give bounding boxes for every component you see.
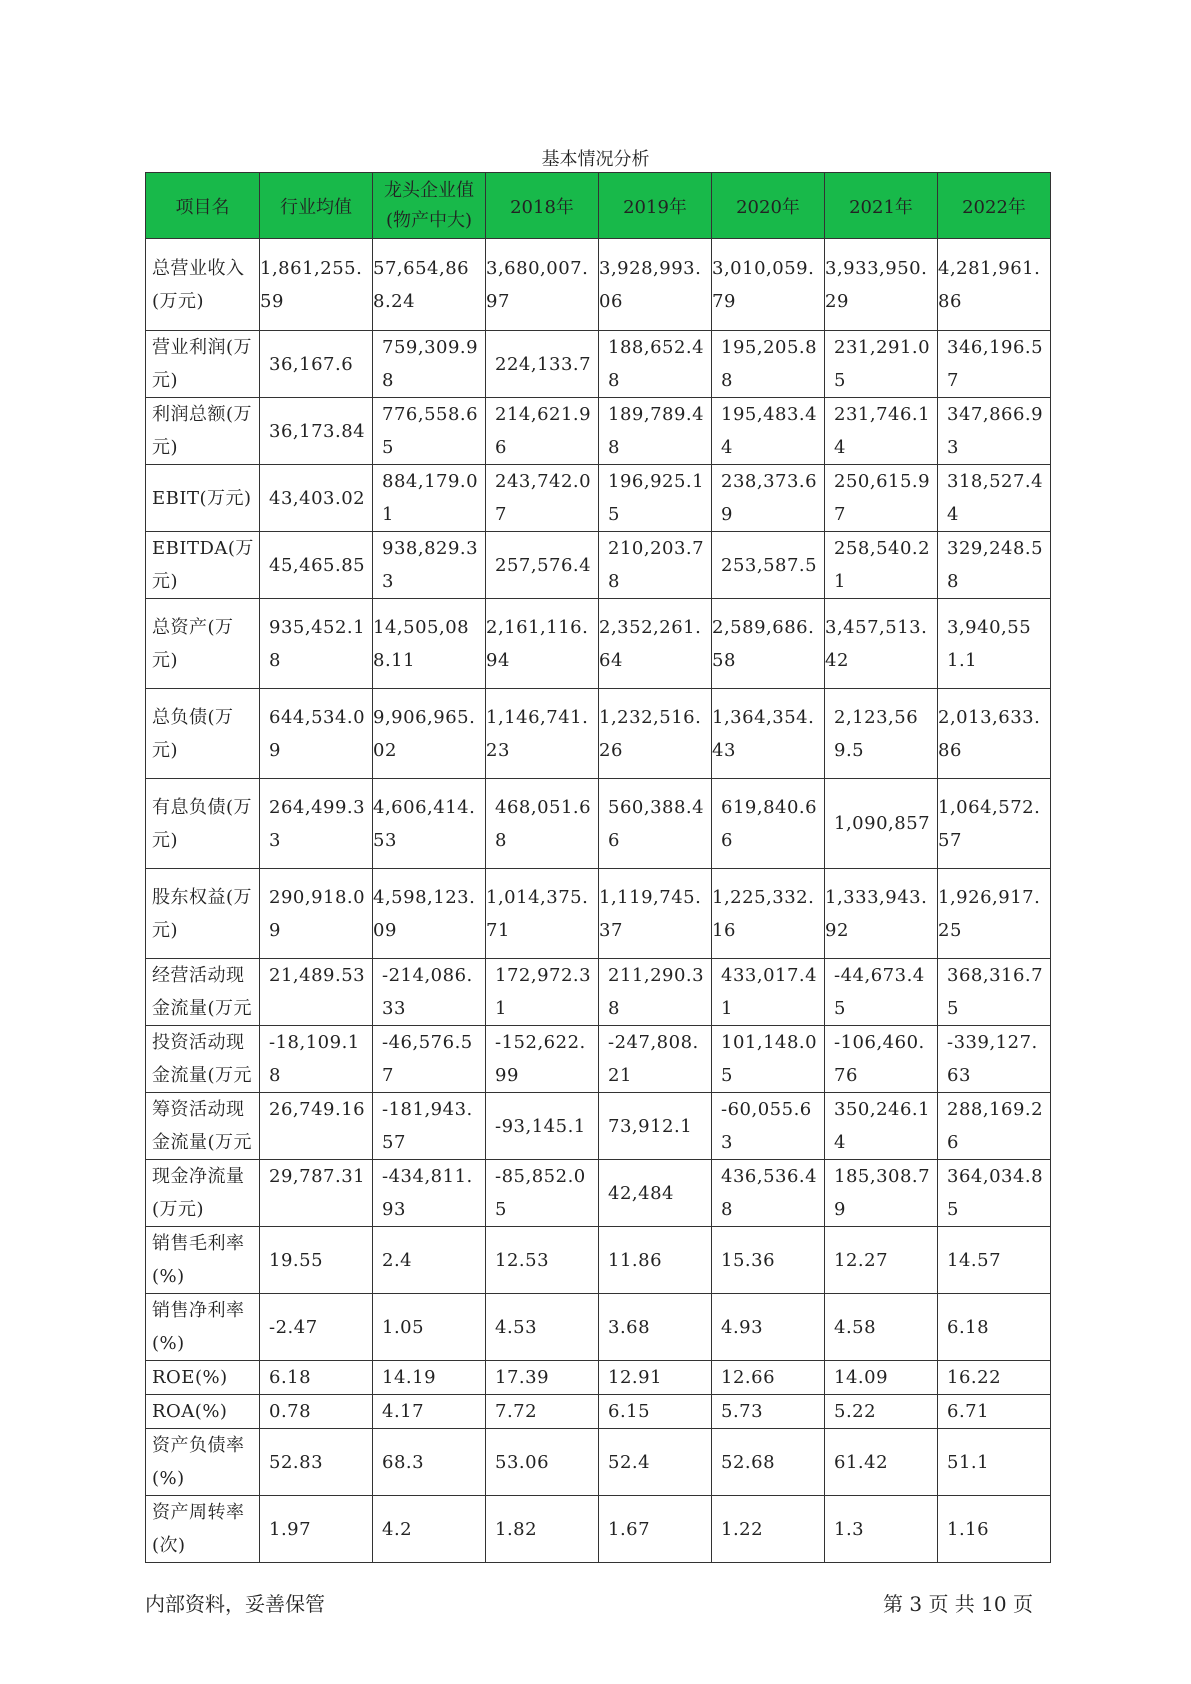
- table-cell: 1,225,332.16: [712, 869, 825, 959]
- header-leader-value: 龙头企业值(物产中大): [373, 173, 486, 239]
- row-label: 经营活动现金流量(万元: [146, 959, 260, 1026]
- table-row: [146, 1294, 1051, 1361]
- table-cell: 2,013,633.86: [938, 689, 1051, 779]
- table-cell: 11.86: [599, 1227, 712, 1294]
- table-cell: 935,452.18: [260, 599, 373, 689]
- table-title: 基本情况分析: [541, 149, 650, 170]
- table-cell: 1.3: [825, 1496, 938, 1563]
- table-cell: 4.53: [486, 1294, 599, 1361]
- table-cell: -339,127.63: [938, 1026, 1051, 1093]
- table-cell: 243,742.07: [486, 465, 599, 532]
- table-cell: 42,484: [599, 1160, 712, 1227]
- table-cell: 43,403.02: [260, 465, 373, 532]
- table-cell: -60,055.63: [712, 1093, 825, 1160]
- table-cell: 9,906,965.02: [373, 689, 486, 779]
- table-cell: 231,746.14: [825, 398, 938, 465]
- header-2018: 2018年: [486, 173, 599, 239]
- row-label: 现金净流量(万元): [146, 1160, 260, 1227]
- table-cell: 2.4: [373, 1227, 486, 1294]
- table-cell: 364,034.85: [938, 1160, 1051, 1227]
- row-label: ROA(%): [146, 1395, 260, 1429]
- table-cell: -2.47: [260, 1294, 373, 1361]
- table-cell: 3,933,950.29: [825, 239, 938, 331]
- table-cell: -434,811.93: [373, 1160, 486, 1227]
- header-industry-avg: 行业均值: [260, 173, 373, 239]
- table-cell: 1,333,943.92: [825, 869, 938, 959]
- footer-page-number: 第 3 页 共 10 页: [883, 1592, 1033, 1616]
- table-row: [146, 1496, 1051, 1563]
- table-cell: 619,840.66: [712, 779, 825, 869]
- table-cell: 15.36: [712, 1227, 825, 1294]
- row-label: 筹资活动现金流量(万元: [146, 1093, 260, 1160]
- table-cell: -106,460.76: [825, 1026, 938, 1093]
- table-cell: 214,621.96: [486, 398, 599, 465]
- table-row: [146, 1160, 1051, 1227]
- table-cell: 7.72: [486, 1395, 599, 1429]
- table-cell: 195,483.44: [712, 398, 825, 465]
- row-label: 销售净利率(%): [146, 1294, 260, 1361]
- table-cell: 257,576.4: [486, 532, 599, 599]
- table-row: [146, 1093, 1051, 1160]
- table-cell: 14.57: [938, 1227, 1051, 1294]
- table-cell: 68.3: [373, 1429, 486, 1496]
- table-cell: 350,246.14: [825, 1093, 938, 1160]
- table-cell: 560,388.46: [599, 779, 712, 869]
- table-cell: 2,123,569.5: [825, 689, 938, 779]
- table-cell: 2,352,261.64: [599, 599, 712, 689]
- table-cell: 17.39: [486, 1361, 599, 1395]
- table-row: [146, 599, 1051, 689]
- table-cell: -214,086.33: [373, 959, 486, 1026]
- table-row: [146, 1429, 1051, 1496]
- table-cell: 51.1: [938, 1429, 1051, 1496]
- row-label: 有息负债(万元): [146, 779, 260, 869]
- table-cell: 14,505,088.11: [373, 599, 486, 689]
- table-cell: 290,918.09: [260, 869, 373, 959]
- table-cell: 52.68: [712, 1429, 825, 1496]
- basic-analysis-table: [145, 172, 1051, 1563]
- table-row: [146, 239, 1051, 331]
- header-2020: 2020年: [712, 173, 825, 239]
- table-row: [146, 689, 1051, 779]
- table-cell: 53.06: [486, 1429, 599, 1496]
- table-cell: 3,457,513.42: [825, 599, 938, 689]
- table-cell: 16.22: [938, 1361, 1051, 1395]
- table-row: [146, 869, 1051, 959]
- table-row: [146, 398, 1051, 465]
- table-cell: 468,051.68: [486, 779, 599, 869]
- table-cell: 231,291.05: [825, 331, 938, 398]
- table-cell: 14.19: [373, 1361, 486, 1395]
- row-label: 投资活动现金流量(万元: [146, 1026, 260, 1093]
- table-cell: 6.18: [938, 1294, 1051, 1361]
- table-cell: 4,598,123.09: [373, 869, 486, 959]
- table-body: [146, 239, 1051, 1563]
- table-cell: -18,109.18: [260, 1026, 373, 1093]
- table-cell: 1,364,354.43: [712, 689, 825, 779]
- table-row: [146, 532, 1051, 599]
- table-cell: 1,014,375.71: [486, 869, 599, 959]
- table-cell: 101,148.05: [712, 1026, 825, 1093]
- table-cell: -44,673.45: [825, 959, 938, 1026]
- table-cell: 4.17: [373, 1395, 486, 1429]
- table-row: [146, 331, 1051, 398]
- table-cell: 195,205.88: [712, 331, 825, 398]
- table-cell: 189,789.48: [599, 398, 712, 465]
- table-cell: 2,161,116.94: [486, 599, 599, 689]
- table-cell: 1,064,572.57: [938, 779, 1051, 869]
- table-cell: 73,912.1: [599, 1093, 712, 1160]
- table-cell: 368,316.75: [938, 959, 1051, 1026]
- table-cell: 4.93: [712, 1294, 825, 1361]
- row-label: 利润总额(万元): [146, 398, 260, 465]
- table-cell: 433,017.41: [712, 959, 825, 1026]
- table-cell: 0.78: [260, 1395, 373, 1429]
- table-cell: 318,527.44: [938, 465, 1051, 532]
- table-cell: 3,928,993.06: [599, 239, 712, 331]
- table-cell: 1,119,745.37: [599, 869, 712, 959]
- table-cell: 329,248.58: [938, 532, 1051, 599]
- table-cell: 250,615.97: [825, 465, 938, 532]
- table-cell: 211,290.38: [599, 959, 712, 1026]
- table-cell: 6.15: [599, 1395, 712, 1429]
- row-label: EBITDA(万元): [146, 532, 260, 599]
- row-label: 股东权益(万元): [146, 869, 260, 959]
- table-row: [146, 779, 1051, 869]
- row-label: 资产负债率(%): [146, 1429, 260, 1496]
- row-label: EBIT(万元): [146, 465, 260, 532]
- table-cell: 288,169.26: [938, 1093, 1051, 1160]
- table-row: [146, 1026, 1051, 1093]
- table-cell: 1,861,255.59: [260, 239, 373, 331]
- table-cell: 1,232,516.26: [599, 689, 712, 779]
- table-cell: 1.16: [938, 1496, 1051, 1563]
- table-cell: -181,943.57: [373, 1093, 486, 1160]
- header-2019: 2019年: [599, 173, 712, 239]
- table-cell: 938,829.33: [373, 532, 486, 599]
- table-cell: 347,866.93: [938, 398, 1051, 465]
- table-cell: 3,680,007.97: [486, 239, 599, 331]
- table-cell: 644,534.09: [260, 689, 373, 779]
- row-label: ROE(%): [146, 1361, 260, 1395]
- table-cell: 12.53: [486, 1227, 599, 1294]
- table-row: [146, 1227, 1051, 1294]
- table-cell: -152,622.99: [486, 1026, 599, 1093]
- table-cell: 21,489.53: [260, 959, 373, 1026]
- table-cell: 12.66: [712, 1361, 825, 1395]
- table-cell: 1,926,917.25: [938, 869, 1051, 959]
- table-cell: -247,808.21: [599, 1026, 712, 1093]
- table-cell: -93,145.1: [486, 1093, 599, 1160]
- table-cell: 4.58: [825, 1294, 938, 1361]
- table-cell: 5.22: [825, 1395, 938, 1429]
- table-cell: 1,146,741.23: [486, 689, 599, 779]
- table-row: [146, 959, 1051, 1026]
- header-2022: 2022年: [938, 173, 1051, 239]
- table-cell: 1.05: [373, 1294, 486, 1361]
- table-cell: 26,749.16: [260, 1093, 373, 1160]
- table-row: [146, 1395, 1051, 1429]
- table-cell: 436,536.48: [712, 1160, 825, 1227]
- table-cell: 172,972.31: [486, 959, 599, 1026]
- table-cell: -46,576.57: [373, 1026, 486, 1093]
- table-cell: 4.2: [373, 1496, 486, 1563]
- table-cell: -85,852.05: [486, 1160, 599, 1227]
- header-item-name: 项目名: [146, 173, 260, 239]
- table-cell: 4,281,961.86: [938, 239, 1051, 331]
- table-cell: 52.83: [260, 1429, 373, 1496]
- table-cell: 6.71: [938, 1395, 1051, 1429]
- table-cell: 1.22: [712, 1496, 825, 1563]
- table-cell: 12.91: [599, 1361, 712, 1395]
- table-cell: 3.68: [599, 1294, 712, 1361]
- table-cell: 2,589,686.58: [712, 599, 825, 689]
- table-cell: 4,606,414.53: [373, 779, 486, 869]
- table-cell: 12.27: [825, 1227, 938, 1294]
- table-cell: 1.82: [486, 1496, 599, 1563]
- table-cell: 1,090,857: [825, 779, 938, 869]
- table-row: [146, 1361, 1051, 1395]
- table-cell: 5.73: [712, 1395, 825, 1429]
- table-cell: 36,167.6: [260, 331, 373, 398]
- table-cell: 884,179.01: [373, 465, 486, 532]
- table-cell: 36,173.84: [260, 398, 373, 465]
- table-cell: 224,133.7: [486, 331, 599, 398]
- table-cell: 196,925.15: [599, 465, 712, 532]
- table-cell: 759,309.98: [373, 331, 486, 398]
- table-row: [146, 465, 1051, 532]
- table-cell: 1.67: [599, 1496, 712, 1563]
- table-cell: 6.18: [260, 1361, 373, 1395]
- row-label: 资产周转率(次): [146, 1496, 260, 1563]
- row-label: 总营业收入(万元): [146, 239, 260, 331]
- table-cell: 210,203.78: [599, 532, 712, 599]
- footer-confidential: 内部资料，妥善保管: [145, 1594, 325, 1616]
- table-cell: 45,465.85: [260, 532, 373, 599]
- table-cell: 185,308.79: [825, 1160, 938, 1227]
- table-cell: 238,373.69: [712, 465, 825, 532]
- header-2021: 2021年: [825, 173, 938, 239]
- row-label: 营业利润(万元): [146, 331, 260, 398]
- table-cell: 52.4: [599, 1429, 712, 1496]
- table-cell: 14.09: [825, 1361, 938, 1395]
- table-cell: 3,010,059.79: [712, 239, 825, 331]
- table-cell: 188,652.48: [599, 331, 712, 398]
- row-label: 总资产(万元): [146, 599, 260, 689]
- table-cell: 1.97: [260, 1496, 373, 1563]
- row-label: 总负债(万元): [146, 689, 260, 779]
- table-cell: 346,196.57: [938, 331, 1051, 398]
- table-cell: 57,654,868.24: [373, 239, 486, 331]
- table-cell: 776,558.65: [373, 398, 486, 465]
- table-cell: 258,540.21: [825, 532, 938, 599]
- table-cell: 29,787.31: [260, 1160, 373, 1227]
- table-cell: 3,940,551.1: [938, 599, 1051, 689]
- header-row: [146, 173, 1051, 239]
- row-label: 销售毛利率(%): [146, 1227, 260, 1294]
- table-cell: 61.42: [825, 1429, 938, 1496]
- table-cell: 264,499.33: [260, 779, 373, 869]
- table-cell: 19.55: [260, 1227, 373, 1294]
- table-cell: 253,587.5: [712, 532, 825, 599]
